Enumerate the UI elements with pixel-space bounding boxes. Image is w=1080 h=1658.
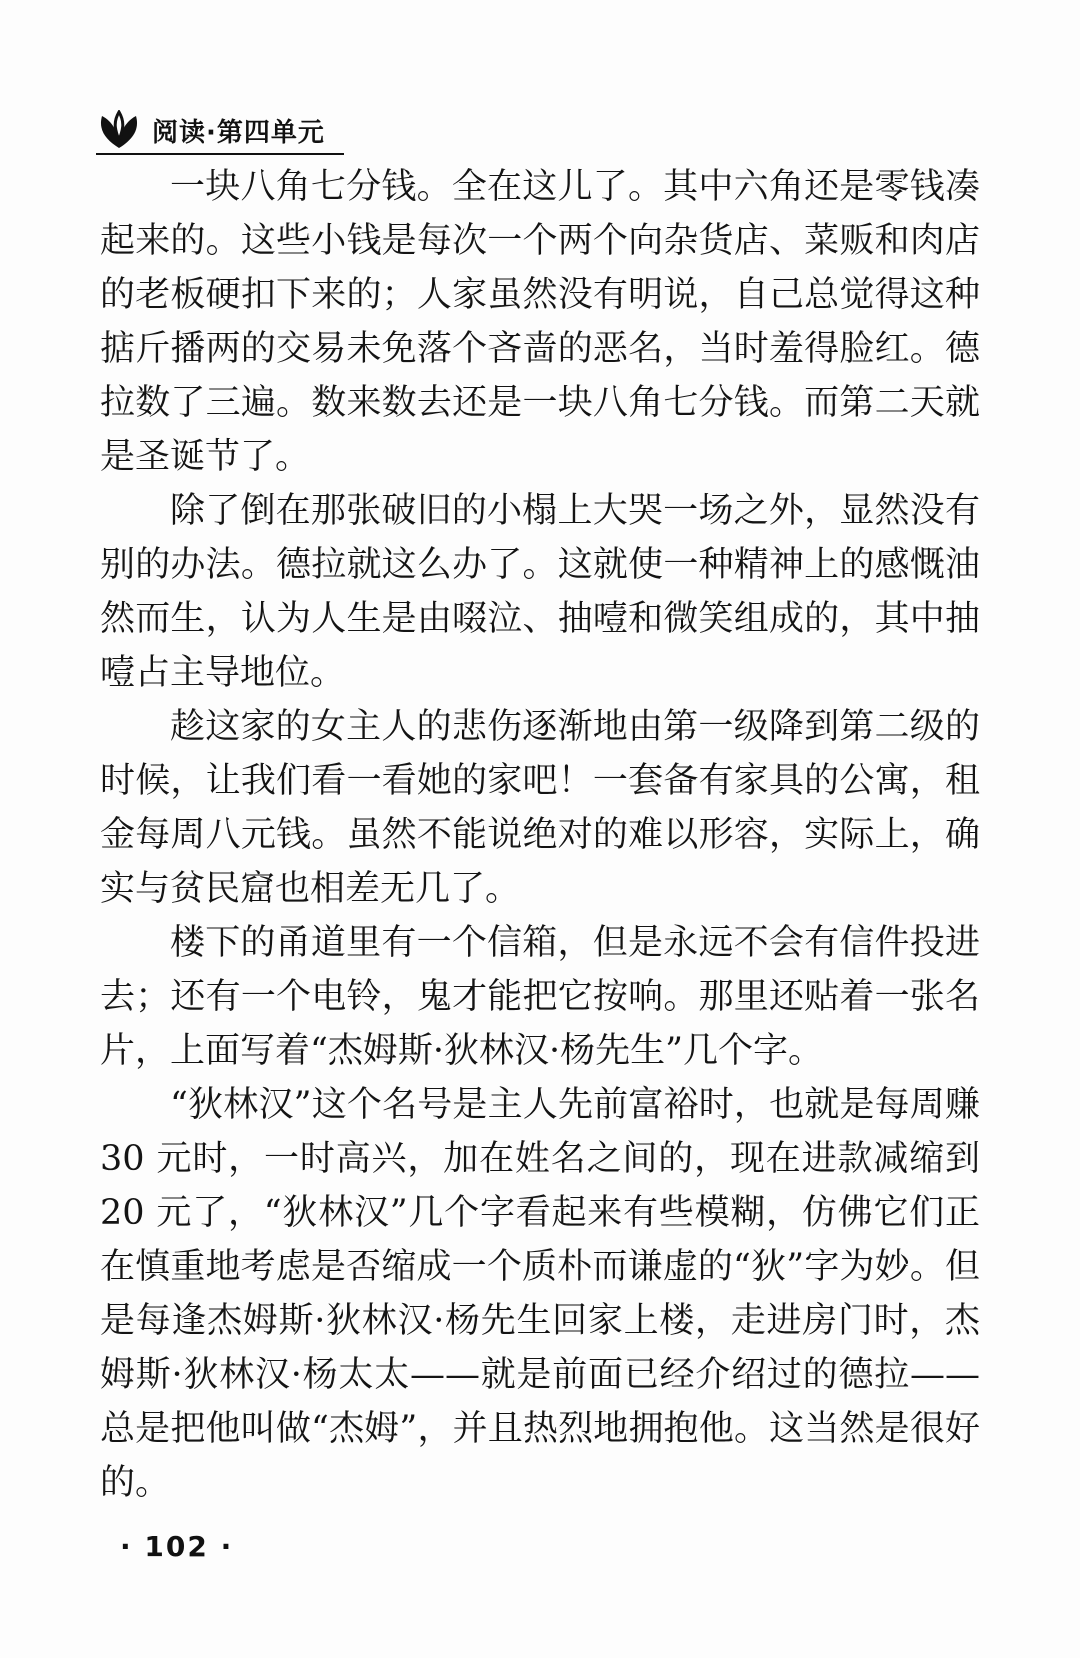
page-number: · 102 · xyxy=(120,1530,234,1563)
article-body xyxy=(100,160,980,1510)
header-divider xyxy=(96,153,344,155)
paragraph: 楼下的甬道里有一个信箱，但是永远不会有信件投进去；还有一个电铃，鬼才能把它按响。那里还贴着一张名片，上面写着“杰姆斯·狄林汉·杨先生”几个字。 xyxy=(100,923,980,1071)
paragraph: 趁这家的女主人的悲伤逐渐地由第一级降到第二级的时候，让我们看一看她的家吧！一套备有家具的公寓，租金每周八元钱。虽然不能说绝对的难以形容，实际上，确实与贫民窟也相差无几了。 xyxy=(100,707,980,909)
paragraph: 除了倒在那张破旧的小榻上大哭一场之外，显然没有别的办法。德拉就这么办了。这就使一种精神上的感慨油然而生，认为人生是由啜泣、抽噎和微笑组成的，其中抽噎占主导地位。 xyxy=(100,491,980,693)
paragraph: “狄林汉”这个名号是主人先前富裕时，也就是每周赚 30 元时，一时高兴，加在姓名之间的，现在进款减缩到 20 元了，“狄林汉”几个字看起来有些模糊，仿佛它们正在慎重地考虑是否缩成一个质朴而谦虚的“狄”字为妙。但是每逢杰姆斯·狄林汉·杨先生回家上楼，走进房门时，杰姆斯·狄林汉·杨太太——就是前面已经介绍过的德拉——总是把他叫做“杰姆”，并且热烈地拥抱他。这当然是很好的。 xyxy=(100,1085,980,1503)
leaf-logo-icon xyxy=(96,110,142,150)
unit-title: 阅读·第四单元 xyxy=(152,117,325,148)
paragraph: 一块八角七分钱。全在这儿了。其中六角还是零钱凑起来的。这些小钱是每次一个两个向杂货店、菜贩和肉店的老板硬扣下来的；人家虽然没有明说，自己总觉得这种掂斤播两的交易未免落个吝啬的恶名，当时羞得脸红。德拉数了三遍。数来数去还是一块八角七分钱。而第二天就是圣诞节了。 xyxy=(100,167,980,477)
page-header xyxy=(96,108,325,152)
